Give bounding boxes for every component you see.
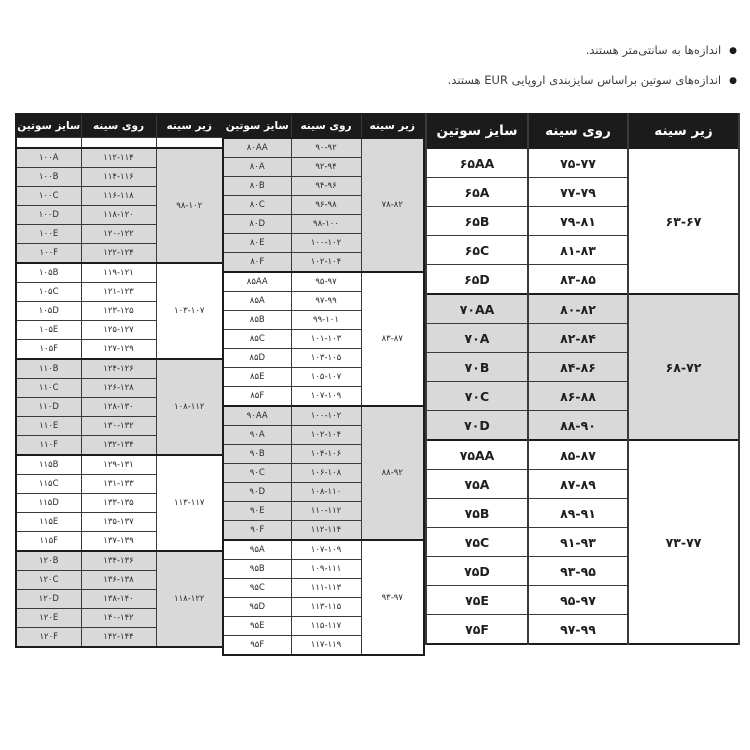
bust-cell: ۱۱۳-۱۱۵ <box>291 598 361 617</box>
bust-cell: ۱۱۷-۱۱۹ <box>291 636 361 656</box>
size-cell: ۸۰E <box>223 234 291 253</box>
bust-cell: ۱۰۸-۱۱۰ <box>291 483 361 502</box>
size-cell: ۱۱۰D <box>16 398 81 417</box>
size-cell: ۱۱۵C <box>16 475 81 494</box>
bust-cell: ۱۰۵-۱۰۷ <box>291 368 361 387</box>
size-table-80-95 <box>222 113 423 656</box>
size-cell: ۱۲۰B <box>16 551 81 571</box>
empty-cell <box>81 138 156 149</box>
bust-cell: ۹۵-۹۷ <box>528 586 628 615</box>
size-cell: ۷۰A <box>426 324 528 353</box>
bust-cell: ۱۳۶-۱۳۸ <box>81 571 156 590</box>
bust-cell: ۱۱۴-۱۱۶ <box>81 168 156 187</box>
size-cell: ۹۰AA <box>223 406 291 426</box>
bust-cell: ۸۴-۸۶ <box>528 353 628 382</box>
size-cell: ۸۰A <box>223 158 291 177</box>
size-table <box>222 113 425 656</box>
table-row <box>16 551 223 571</box>
bust-cell: ۱۱۲-۱۱۴ <box>291 521 361 541</box>
size-cell: ۹۰D <box>223 483 291 502</box>
size-cell: ۱۰۵C <box>16 283 81 302</box>
size-cell: ۷۵B <box>426 499 528 528</box>
bust-cell: ۱۲۳-۱۲۵ <box>81 302 156 321</box>
notes-list <box>448 44 737 104</box>
table-row <box>223 138 424 158</box>
underbust-cell: ۱۰۸-۱۱۲ <box>156 359 223 455</box>
underbust-cell: ۷۳-۷۷ <box>628 440 739 644</box>
bust-cell: ۹۷-۹۹ <box>528 615 628 645</box>
bust-cell: ۹۲-۹۴ <box>291 158 361 177</box>
size-cell: ۷۰B <box>426 353 528 382</box>
size-cell: ۱۰۰E <box>16 225 81 244</box>
bust-cell: ۸۱-۸۳ <box>528 236 628 265</box>
size-cell: ۸۵A <box>223 292 291 311</box>
column-header-bust: روی سینه <box>81 114 156 138</box>
size-cell: ۸۵E <box>223 368 291 387</box>
bust-cell: ۱۲۰-۱۲۲ <box>81 225 156 244</box>
size-cell: ۹۰C <box>223 464 291 483</box>
size-cell: ۷۰C <box>426 382 528 411</box>
size-cell: ۱۱۵F <box>16 532 81 552</box>
size-cell: ۱۲۰C <box>16 571 81 590</box>
size-cell: ۸۵AA <box>223 272 291 292</box>
bust-cell: ۷۹-۸۱ <box>528 207 628 236</box>
underbust-cell: ۶۸-۷۲ <box>628 294 739 440</box>
bust-cell: ۱۰۲-۱۰۴ <box>291 426 361 445</box>
table-row <box>16 148 223 168</box>
size-table <box>425 113 740 645</box>
size-cell: ۹۰E <box>223 502 291 521</box>
size-cell: ۷۵E <box>426 586 528 615</box>
bust-cell: ۹۱-۹۳ <box>528 528 628 557</box>
underbust-cell: ۱۱۳-۱۱۷ <box>156 455 223 551</box>
bust-cell: ۱۰۱-۱۰۳ <box>291 330 361 349</box>
size-cell: ۱۰۰A <box>16 148 81 168</box>
header-row <box>426 114 739 148</box>
column-header-size: سایز سوتین <box>426 114 528 148</box>
size-cell: ۷۰D <box>426 411 528 441</box>
bust-cell: ۱۳۵-۱۳۷ <box>81 513 156 532</box>
size-cell: ۷۵AA <box>426 440 528 470</box>
size-cell: ۶۵C <box>426 236 528 265</box>
empty-row <box>16 138 223 149</box>
bust-cell: ۱۰۶-۱۰۸ <box>291 464 361 483</box>
size-cell: ۶۵A <box>426 178 528 207</box>
bust-cell: ۸۳-۸۵ <box>528 265 628 295</box>
header-row <box>223 114 424 138</box>
bust-cell: ۹۸-۱۰۰ <box>291 215 361 234</box>
size-cell: ۱۰۰D <box>16 206 81 225</box>
size-cell: ۷۰AA <box>426 294 528 324</box>
bullet-dot-icon: ● <box>729 75 737 86</box>
size-cell: ۹۰F <box>223 521 291 541</box>
bust-cell: ۱۴۲-۱۴۴ <box>81 628 156 648</box>
table-row <box>16 263 223 283</box>
size-cell: ۶۵B <box>426 207 528 236</box>
column-header-underbust: زیر سینه <box>361 114 424 138</box>
table-row <box>223 540 424 560</box>
table-row <box>426 440 739 470</box>
size-cell: ۹۵F <box>223 636 291 656</box>
bust-cell: ۱۱۵-۱۱۷ <box>291 617 361 636</box>
bust-cell: ۱۰۷-۱۰۹ <box>291 540 361 560</box>
bust-cell: ۹۴-۹۶ <box>291 177 361 196</box>
size-cell: ۱۰۵E <box>16 321 81 340</box>
table-row <box>223 406 424 426</box>
bust-cell: ۱۰۰-۱۰۲ <box>291 406 361 426</box>
bust-cell: ۱۲۵-۱۲۷ <box>81 321 156 340</box>
bust-cell: ۱۲۶-۱۲۸ <box>81 379 156 398</box>
bust-cell: ۱۰۹-۱۱۱ <box>291 560 361 579</box>
size-cell: ۹۰B <box>223 445 291 464</box>
underbust-cell: ۹۸-۱۰۲ <box>156 148 223 263</box>
bust-cell: ۸۵-۸۷ <box>528 440 628 470</box>
size-cell: ۸۵D <box>223 349 291 368</box>
size-cell: ۷۵A <box>426 470 528 499</box>
bust-cell: ۱۰۲-۱۰۴ <box>291 253 361 273</box>
size-cell: ۷۵F <box>426 615 528 645</box>
table-row <box>426 294 739 324</box>
bust-cell: ۹۷-۹۹ <box>291 292 361 311</box>
underbust-cell: ۹۳-۹۷ <box>361 540 424 655</box>
bust-cell: ۱۴۰-۱۴۲ <box>81 609 156 628</box>
bust-cell: ۸۸-۹۰ <box>528 411 628 441</box>
bust-cell: ۷۵-۷۷ <box>528 148 628 178</box>
size-cell: ۱۰۰F <box>16 244 81 264</box>
note-text: اندازه‌های سوتین براساس سایزبندی اروپایی EUR هستند. <box>447 72 722 87</box>
bust-cell: ۸۷-۸۹ <box>528 470 628 499</box>
bust-cell: ۱۳۲-۱۳۴ <box>81 436 156 456</box>
bust-cell: ۱۰۰-۱۰۲ <box>291 234 361 253</box>
bust-cell: ۷۷-۷۹ <box>528 178 628 207</box>
size-cell: ۶۵AA <box>426 148 528 178</box>
bust-cell: ۱۰۷-۱۰۹ <box>291 387 361 407</box>
bust-cell: ۱۳۳-۱۳۵ <box>81 494 156 513</box>
note-text: اندازه‌ها به سانتی‌متر هستند. <box>585 43 722 57</box>
bust-cell: ۱۲۲-۱۲۴ <box>81 244 156 264</box>
table-row <box>223 272 424 292</box>
underbust-cell: ۱۰۳-۱۰۷ <box>156 263 223 359</box>
size-cell: ۹۵A <box>223 540 291 560</box>
size-cell: ۸۰AA <box>223 138 291 158</box>
size-cell: ۹۵D <box>223 598 291 617</box>
bust-cell: ۸۲-۸۴ <box>528 324 628 353</box>
size-cell: ۱۰۵D <box>16 302 81 321</box>
size-cell: ۱۱۵D <box>16 494 81 513</box>
bust-cell: ۱۱۱-۱۱۳ <box>291 579 361 598</box>
size-cell: ۱۱۰B <box>16 359 81 379</box>
bust-cell: ۱۲۹-۱۳۱ <box>81 455 156 475</box>
bust-cell: ۱۲۱-۱۲۳ <box>81 283 156 302</box>
bust-cell: ۱۱۶-۱۱۸ <box>81 187 156 206</box>
size-table-65-75 <box>425 113 738 645</box>
size-cell: ۸۵B <box>223 311 291 330</box>
bust-cell: ۹۳-۹۵ <box>528 557 628 586</box>
note-line <box>448 44 737 58</box>
size-cell: ۷۵D <box>426 557 528 586</box>
column-header-bust: روی سینه <box>528 114 628 148</box>
empty-cell <box>16 138 81 149</box>
header-row <box>16 114 223 138</box>
underbust-cell: ۸۸-۹۲ <box>361 406 424 540</box>
size-table <box>15 113 224 648</box>
size-cell: ۱۱۰E <box>16 417 81 436</box>
column-header-bust: روی سینه <box>291 114 361 138</box>
size-cell: ۸۵C <box>223 330 291 349</box>
size-cell: ۱۱۰F <box>16 436 81 456</box>
size-cell: ۱۲۰D <box>16 590 81 609</box>
bust-cell: ۹۶-۹۸ <box>291 196 361 215</box>
bust-cell: ۱۲۴-۱۲۶ <box>81 359 156 379</box>
bust-cell: ۱۳۷-۱۳۹ <box>81 532 156 552</box>
underbust-cell: ۸۳-۸۷ <box>361 272 424 406</box>
size-cell: ۱۱۵B <box>16 455 81 475</box>
bust-cell: ۸۰-۸۲ <box>528 294 628 324</box>
size-cell: ۸۰B <box>223 177 291 196</box>
bust-cell: ۱۳۸-۱۴۰ <box>81 590 156 609</box>
bust-cell: ۸۹-۹۱ <box>528 499 628 528</box>
size-cell: ۱۱۵E <box>16 513 81 532</box>
size-cell: ۸۵F <box>223 387 291 407</box>
size-cell: ۹۵C <box>223 579 291 598</box>
bust-cell: ۹۰-۹۲ <box>291 138 361 158</box>
column-header-size: سایز سوتین <box>16 114 81 138</box>
size-cell: ۶۵D <box>426 265 528 295</box>
size-cell: ۸۰C <box>223 196 291 215</box>
column-header-size: سایز سوتین <box>223 114 291 138</box>
bust-cell: ۱۱۰-۱۱۲ <box>291 502 361 521</box>
size-cell: ۱۲۰E <box>16 609 81 628</box>
bust-cell: ۱۱۹-۱۲۱ <box>81 263 156 283</box>
size-cell: ۱۲۰F <box>16 628 81 648</box>
size-cell: ۹۵B <box>223 560 291 579</box>
size-cell: ۱۰۰C <box>16 187 81 206</box>
size-cell: ۱۱۰C <box>16 379 81 398</box>
bust-cell: ۱۳۰-۱۳۲ <box>81 417 156 436</box>
bust-cell: ۱۰۳-۱۰۵ <box>291 349 361 368</box>
note-line <box>448 74 737 88</box>
underbust-cell: ۱۱۸-۱۲۲ <box>156 551 223 647</box>
size-cell: ۷۵C <box>426 528 528 557</box>
bust-cell: ۹۹-۱۰۱ <box>291 311 361 330</box>
size-cell: ۸۰F <box>223 253 291 273</box>
bust-cell: ۱۱۸-۱۲۰ <box>81 206 156 225</box>
empty-cell <box>156 138 223 149</box>
size-cell: ۱۰۰B <box>16 168 81 187</box>
bullet-dot-icon: ● <box>729 46 737 56</box>
column-header-underbust: زیر سینه <box>156 114 223 138</box>
size-cell: ۸۰D <box>223 215 291 234</box>
table-row <box>16 455 223 475</box>
bust-cell: ۱۱۲-۱۱۴ <box>81 148 156 168</box>
size-cell: ۹۵E <box>223 617 291 636</box>
table-row <box>16 359 223 379</box>
bust-cell: ۱۲۷-۱۲۹ <box>81 340 156 360</box>
bust-cell: ۱۳۴-۱۳۶ <box>81 551 156 571</box>
bust-cell: ۱۰۴-۱۰۶ <box>291 445 361 464</box>
bust-cell: ۱۳۱-۱۳۳ <box>81 475 156 494</box>
size-table-100-120 <box>15 113 222 648</box>
table-row <box>426 148 739 178</box>
bust-cell: ۸۶-۸۸ <box>528 382 628 411</box>
size-cell: ۱۰۵F <box>16 340 81 360</box>
underbust-cell: ۷۸-۸۲ <box>361 138 424 272</box>
column-header-underbust: زیر سینه <box>628 114 739 148</box>
bust-cell: ۹۵-۹۷ <box>291 272 361 292</box>
underbust-cell: ۶۳-۶۷ <box>628 148 739 294</box>
bust-cell: ۱۲۸-۱۳۰ <box>81 398 156 417</box>
size-cell: ۱۰۵B <box>16 263 81 283</box>
size-cell: ۹۰A <box>223 426 291 445</box>
